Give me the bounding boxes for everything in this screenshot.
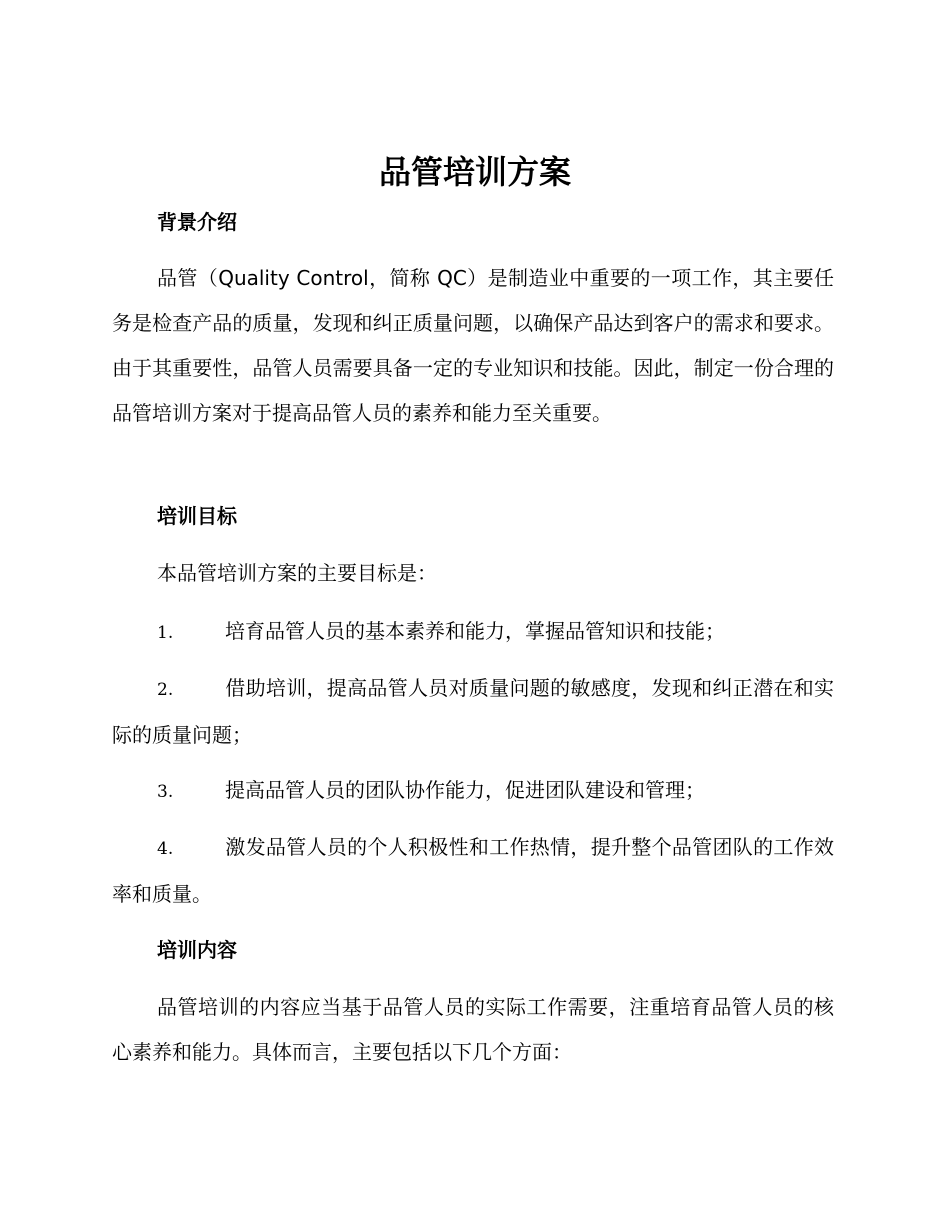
- goal-list-item: [112, 825, 834, 917]
- list-item-text: 培育品管人员的基本素养和能力，掌握品管知识和技能；: [225, 619, 725, 643]
- goals-intro: 本品管培训方案的主要目标是：: [157, 561, 437, 585]
- list-number: 1.: [157, 623, 174, 643]
- list-number: 4.: [157, 839, 174, 859]
- background-paragraph: 品管（Quality Control，简称 QC）是制造业中重要的一项工作，其主要任务是检查产品的质量，发现和纠正质量问题，以确保产品达到客户的需求和要求。由于其重要性，品管人员需要具备一定的专业知识和技能。因此，制定一份合理的品管培训方案对于提高品管人员的素养和能力至关重要。: [112, 266, 834, 425]
- goal-list-item: [112, 609, 834, 656]
- section-heading-background: 背景介绍: [157, 210, 237, 234]
- list-number: 2.: [157, 680, 174, 700]
- content-paragraph: 品管培训的内容应当基于品管人员的实际工作需要，注重培育品管人员的核心素养和能力。具体而言，主要包括以下几个方面：: [112, 995, 834, 1064]
- list-item-text: 提高品管人员的团队协作能力，促进团队建设和管理；: [225, 778, 705, 802]
- list-item-text: 激发品管人员的个人积极性和工作热情，提升整个品管团队的工作效率和质量。: [112, 835, 834, 906]
- list-item-text: 借助培训，提高品管人员对质量问题的敏感度，发现和纠正潜在和实际的质量问题；: [112, 676, 834, 747]
- document-title: 品管培训方案: [378, 153, 571, 191]
- goal-list-item: [112, 768, 834, 815]
- section-heading-goals: 培训目标: [157, 504, 237, 528]
- list-number: 3.: [157, 782, 174, 802]
- goal-list-item: [112, 666, 834, 758]
- section-heading-content: 培训内容: [157, 938, 237, 962]
